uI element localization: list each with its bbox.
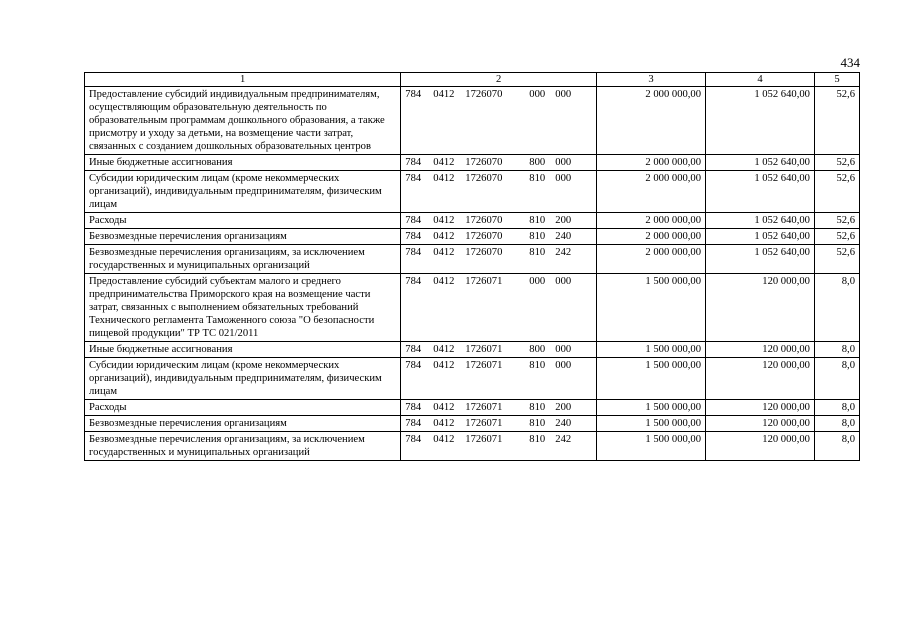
execution-percent: 8,0: [814, 358, 859, 400]
execution-percent: 52,6: [814, 229, 859, 245]
expense-name: Предоставление субсидий субъектам малого и среднего предпринимательства Приморского края на возмещение части затрат, связанных с выполнением обязательных требований Технического регламента Таможенного союза "О безопасности пищевой продукции" ТР ТС 021/2011: [85, 274, 401, 342]
planned-amount: 2 000 000,00: [597, 213, 706, 229]
section-code: 0412: [433, 344, 455, 355]
executed-amount: 1 052 640,00: [706, 229, 815, 245]
table-row: [85, 213, 860, 229]
target-article-code: 1726070: [465, 247, 503, 258]
target-article-code: 1726070: [465, 231, 503, 242]
table-row: [85, 229, 860, 245]
execution-percent: 8,0: [814, 416, 859, 432]
section-code: 0412: [433, 276, 455, 287]
executed-amount: 120 000,00: [706, 274, 815, 342]
target-article-code: 1726070: [465, 89, 503, 100]
expense-name: Расходы: [85, 400, 401, 416]
planned-amount: 2 000 000,00: [597, 87, 706, 155]
table-row: [85, 245, 860, 274]
expense-name: Безвозмездные перечисления организациям: [85, 416, 401, 432]
executed-amount: 1 052 640,00: [706, 87, 815, 155]
target-article-code: 1726070: [465, 215, 503, 226]
table-row: [85, 358, 860, 400]
table-row: [85, 274, 860, 342]
target-article-code: 1726071: [465, 402, 503, 413]
expense-type-code: 800: [529, 157, 546, 168]
target-article-code: 1726070: [465, 157, 503, 168]
budget-classification-codes: [401, 155, 597, 171]
execution-percent: 52,6: [814, 245, 859, 274]
planned-amount: 1 500 000,00: [597, 358, 706, 400]
planned-amount: 1 500 000,00: [597, 400, 706, 416]
expense-type-code: 810: [529, 215, 546, 226]
planned-amount: 2 000 000,00: [597, 229, 706, 245]
expense-type-code: 810: [529, 402, 546, 413]
executed-amount: 120 000,00: [706, 342, 815, 358]
budget-classification-codes: [401, 358, 597, 400]
expense-name: Предоставление субсидий индивидуальным предпринимателям, осуществляющим образовательную деятельность по образовательным программам дошкольного образования, а также присмотру и уходу за детьми, на возмещение части затрат, связанных с созданием дошкольных образовательных центров: [85, 87, 401, 155]
expense-name: Безвозмездные перечисления организациям, за исключением государственных и муниципальных организаций: [85, 432, 401, 461]
budget-classification-codes: [401, 400, 597, 416]
section-code: 0412: [433, 157, 455, 168]
column-header: 5: [814, 73, 859, 87]
ministry-code: 784: [405, 344, 422, 355]
table-row: [85, 87, 860, 155]
planned-amount: 1 500 000,00: [597, 274, 706, 342]
kosgu-code: 242: [555, 247, 572, 258]
kosgu-code: 200: [555, 402, 572, 413]
expense-type-code: 000: [529, 276, 546, 287]
section-code: 0412: [433, 247, 455, 258]
table-row: [85, 171, 860, 213]
expense-type-code: 000: [529, 89, 546, 100]
executed-amount: 1 052 640,00: [706, 155, 815, 171]
kosgu-code: 000: [555, 173, 572, 184]
section-code: 0412: [433, 402, 455, 413]
expense-name: Иные бюджетные ассигнования: [85, 342, 401, 358]
budget-classification-codes: [401, 171, 597, 213]
executed-amount: 120 000,00: [706, 400, 815, 416]
kosgu-code: 000: [555, 360, 572, 371]
section-code: 0412: [433, 231, 455, 242]
expense-name: Расходы: [85, 213, 401, 229]
expense-name: Безвозмездные перечисления организациям, за исключением государственных и муниципальных организаций: [85, 245, 401, 274]
section-code: 0412: [433, 89, 455, 100]
ministry-code: 784: [405, 418, 422, 429]
header-row: [85, 73, 860, 87]
expense-type-code: 810: [529, 434, 546, 445]
planned-amount: 2 000 000,00: [597, 171, 706, 213]
kosgu-code: 000: [555, 89, 572, 100]
expense-name: Иные бюджетные ассигнования: [85, 155, 401, 171]
column-header: 4: [706, 73, 815, 87]
budget-classification-codes: [401, 432, 597, 461]
expense-type-code: 810: [529, 173, 546, 184]
kosgu-code: 000: [555, 157, 572, 168]
budget-classification-codes: [401, 342, 597, 358]
ministry-code: 784: [405, 89, 422, 100]
expense-name: Субсидии юридическим лицам (кроме некоммерческих организаций), индивидуальным предпринимателям, физическим лицам: [85, 171, 401, 213]
execution-percent: 8,0: [814, 432, 859, 461]
column-header: 3: [597, 73, 706, 87]
execution-percent: 52,6: [814, 87, 859, 155]
section-code: 0412: [433, 360, 455, 371]
table-row: [85, 155, 860, 171]
expense-name: Субсидии юридическим лицам (кроме некоммерческих организаций), индивидуальным предпринимателям, физическим лицам: [85, 358, 401, 400]
budget-classification-codes: [401, 213, 597, 229]
budget-execution-table: [84, 72, 860, 461]
ministry-code: 784: [405, 276, 422, 287]
expense-type-code: 810: [529, 418, 546, 429]
target-article-code: 1726071: [465, 344, 503, 355]
target-article-code: 1726071: [465, 276, 503, 287]
page-number: 434: [840, 55, 860, 70]
expense-name: Безвозмездные перечисления организациям: [85, 229, 401, 245]
section-code: 0412: [433, 173, 455, 184]
expense-type-code: 810: [529, 360, 546, 371]
executed-amount: 120 000,00: [706, 416, 815, 432]
expense-type-code: 800: [529, 344, 546, 355]
ministry-code: 784: [405, 173, 422, 184]
expense-type-code: 810: [529, 247, 546, 258]
budget-classification-codes: [401, 229, 597, 245]
ministry-code: 784: [405, 434, 422, 445]
kosgu-code: 240: [555, 231, 572, 242]
target-article-code: 1726071: [465, 418, 503, 429]
ministry-code: 784: [405, 215, 422, 226]
section-code: 0412: [433, 434, 455, 445]
planned-amount: 2 000 000,00: [597, 245, 706, 274]
kosgu-code: 242: [555, 434, 572, 445]
execution-percent: 8,0: [814, 342, 859, 358]
budget-classification-codes: [401, 416, 597, 432]
table-row: [85, 400, 860, 416]
column-header: 1: [85, 73, 401, 87]
planned-amount: 1 500 000,00: [597, 342, 706, 358]
ministry-code: 784: [405, 402, 422, 413]
executed-amount: 1 052 640,00: [706, 245, 815, 274]
table-row: [85, 342, 860, 358]
budget-classification-codes: [401, 245, 597, 274]
table-row: [85, 432, 860, 461]
executed-amount: 1 052 640,00: [706, 213, 815, 229]
kosgu-code: 000: [555, 276, 572, 287]
target-article-code: 1726070: [465, 173, 503, 184]
executed-amount: 120 000,00: [706, 432, 815, 461]
execution-percent: 8,0: [814, 274, 859, 342]
expense-type-code: 810: [529, 231, 546, 242]
budget-classification-codes: [401, 87, 597, 155]
execution-percent: 52,6: [814, 155, 859, 171]
column-header: 2: [401, 73, 597, 87]
kosgu-code: 200: [555, 215, 572, 226]
ministry-code: 784: [405, 360, 422, 371]
executed-amount: 120 000,00: [706, 358, 815, 400]
execution-percent: 52,6: [814, 213, 859, 229]
table-row: [85, 416, 860, 432]
planned-amount: 1 500 000,00: [597, 432, 706, 461]
execution-percent: 8,0: [814, 400, 859, 416]
budget-classification-codes: [401, 274, 597, 342]
ministry-code: 784: [405, 231, 422, 242]
target-article-code: 1726071: [465, 360, 503, 371]
kosgu-code: 000: [555, 344, 572, 355]
planned-amount: 2 000 000,00: [597, 155, 706, 171]
ministry-code: 784: [405, 247, 422, 258]
section-code: 0412: [433, 215, 455, 226]
executed-amount: 1 052 640,00: [706, 171, 815, 213]
section-code: 0412: [433, 418, 455, 429]
kosgu-code: 240: [555, 418, 572, 429]
planned-amount: 1 500 000,00: [597, 416, 706, 432]
target-article-code: 1726071: [465, 434, 503, 445]
execution-percent: 52,6: [814, 171, 859, 213]
ministry-code: 784: [405, 157, 422, 168]
